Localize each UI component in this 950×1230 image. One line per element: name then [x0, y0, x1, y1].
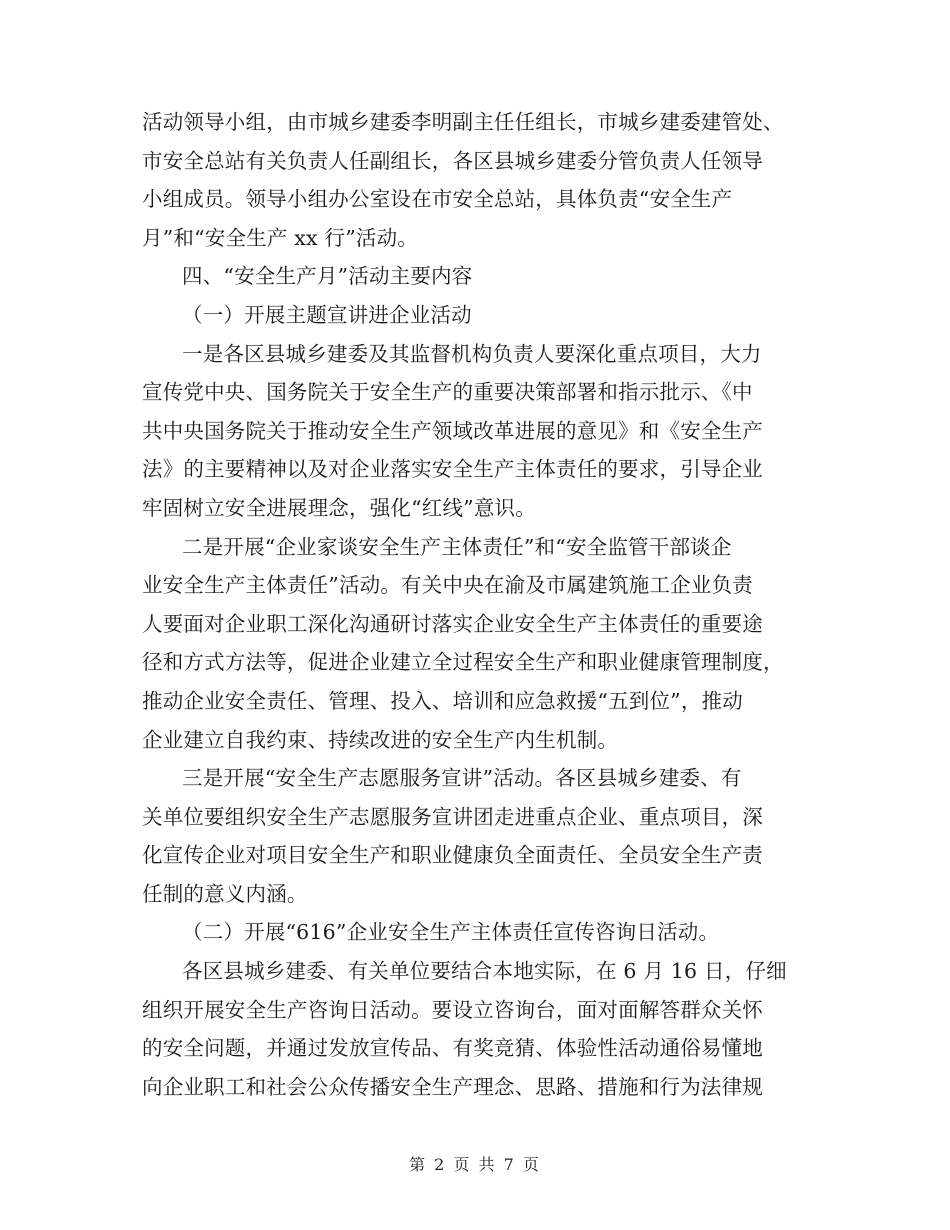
text-line: 宣传党中央、国务院关于安全生产的重要决策部署和指示批示、《中	[142, 380, 753, 405]
text-line: 径和方式方法等，促进企业建立全过程安全生产和职业健康管理制度，	[142, 650, 784, 675]
text-line: 一是各区县城乡建委及其监督机构负责人要深化重点项目，大力	[182, 341, 762, 366]
text-line: 共中央国务院关于推动安全生产领域改革进展的意见》和《安全生产	[142, 418, 763, 443]
text-line: 的安全问题，并通过发放宣传品、有奖竞猜、体验性活动通俗易懂地	[142, 1036, 763, 1061]
text-line: 市安全总站有关负责人任副组长，各区县城乡建委分管负责人任领导	[142, 148, 763, 173]
text-line: 活动领导小组，由市城乡建委李明副主任任组长，市城乡建委建管处、	[142, 110, 784, 134]
text-line: （一）开展主题宣讲进企业活动	[182, 302, 472, 327]
text-line: 小组成员。领导小组办公室设在市安全总站，具体负责“安全生产	[142, 187, 733, 212]
document-body	[142, 103, 810, 1106]
page-footer: 第 2 页 共 7 页	[409, 1155, 541, 1174]
text-line: 牢固树立安全进展理念，强化“红线”意识。	[142, 495, 536, 520]
text-line: 业安全生产主体责任”活动。有关中央在渝及市属建筑施工企业负责	[142, 573, 753, 598]
text-line: 向企业职工和社会公众传播安全生产理念、思路、措施和行为法律规	[142, 1074, 763, 1099]
text-line: 组织开展安全生产咨询日活动。要设立咨询台，面对面解答群众关怀	[142, 997, 763, 1022]
text-line: 月”和“安全生产 xx 行”活动。	[142, 225, 418, 250]
text-line: 任制的意义内涵。	[142, 881, 308, 906]
text-line: 各区县城乡建委、有关单位要结合本地实际，在 6 月 16 日，仔细	[182, 959, 787, 984]
text-line: 化宣传企业对项目安全生产和职业健康负全面责任、全员安全生产责	[142, 843, 763, 868]
text-line: （二）开展“616”企业安全生产主体责任宣传咨询日活动。	[182, 920, 720, 945]
text-line: 二是开展“企业家谈安全生产主体责任”和“安全监管干部谈企	[182, 534, 732, 559]
text-line: 关单位要组织安全生产志愿服务宣讲团走进重点企业、重点项目，深	[142, 804, 763, 829]
text-line: 四、“安全生产月”活动主要内容	[182, 264, 473, 289]
text-line: 企业建立自我约束、持续改进的安全生产内生机制。	[142, 727, 619, 752]
text-line: 推动企业安全责任、管理、投入、培训和应急救援“五到位”，推动	[142, 688, 743, 713]
text-line: 人要面对企业职工深化沟通研讨落实企业安全生产主体责任的重要途	[142, 611, 763, 636]
text-line: 三是开展“安全生产志愿服务宣讲”活动。各区县城乡建委、有	[182, 766, 742, 791]
text-line: 法》的主要精神以及对企业落实安全生产主体责任的要求，引导企业	[142, 457, 763, 482]
